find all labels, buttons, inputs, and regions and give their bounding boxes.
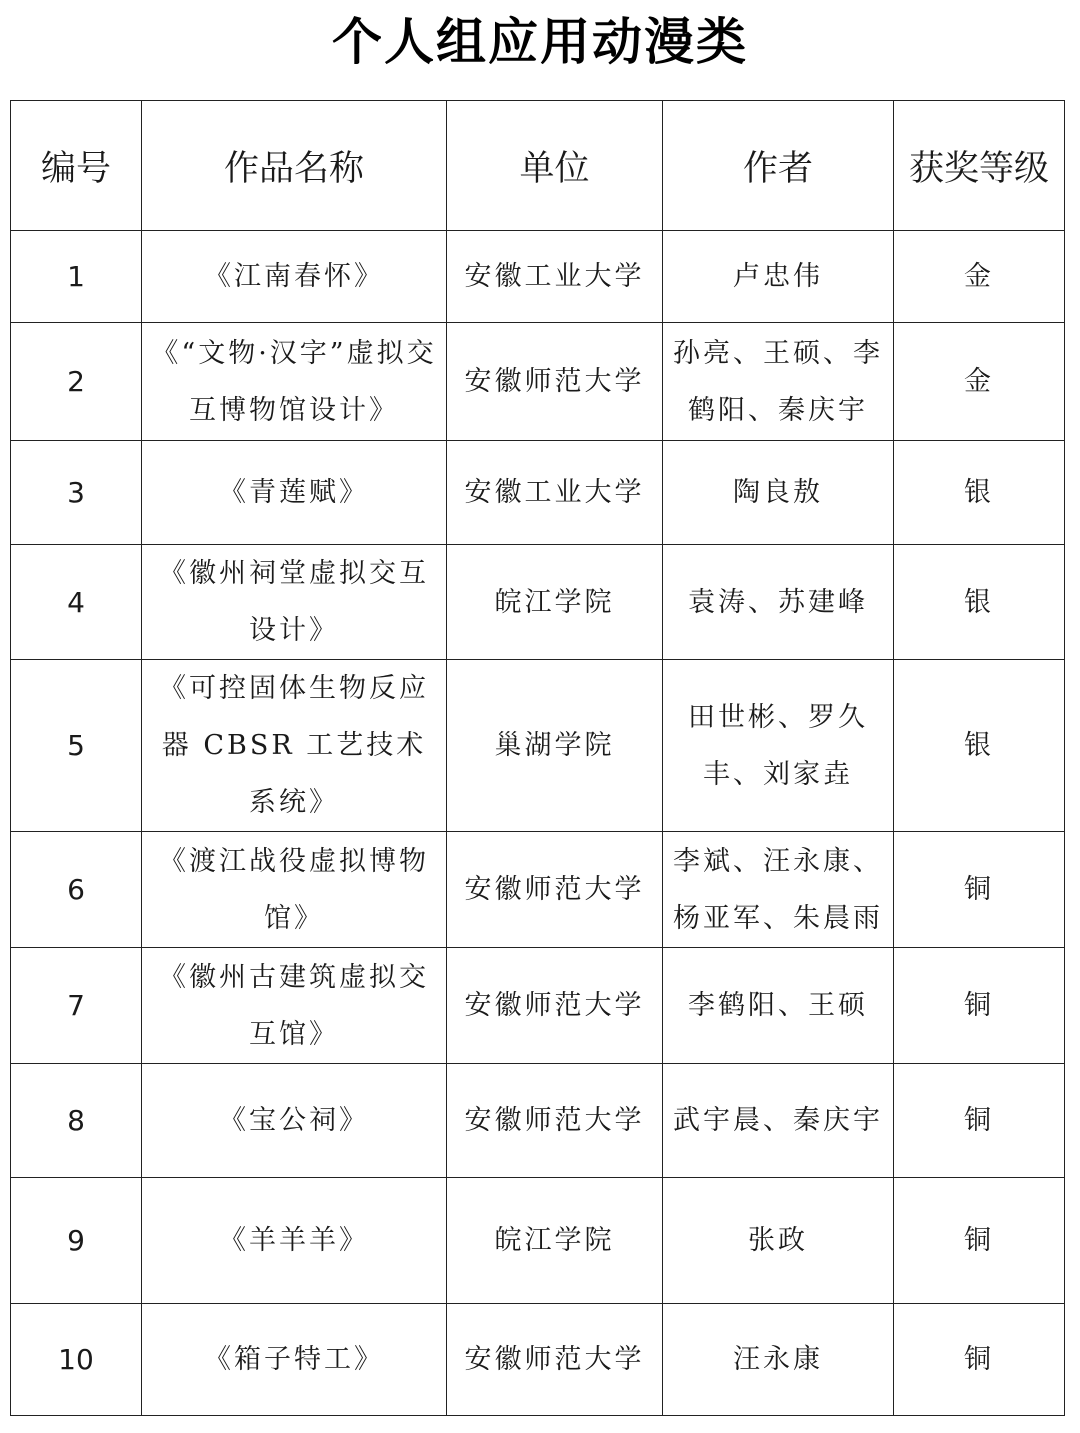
cell-num: 4 (11, 545, 142, 660)
cell-grade: 铜 (894, 948, 1065, 1064)
cell-name: 《徽州祠堂虚拟交互设计》 (142, 545, 447, 660)
cell-grade: 金 (894, 323, 1065, 441)
table-row (11, 948, 1065, 1064)
cell-unit: 安徽师范大学 (447, 1064, 663, 1178)
table-row (11, 323, 1065, 441)
cell-unit: 安徽师范大学 (447, 832, 663, 948)
cell-num: 2 (11, 323, 142, 441)
cell-unit: 安徽工业大学 (447, 231, 663, 323)
cell-grade: 银 (894, 545, 1065, 660)
table-row (11, 1178, 1065, 1304)
header-name: 作品名称 (142, 101, 447, 231)
header-row (11, 101, 1065, 231)
cell-author: 汪永康 (663, 1304, 894, 1416)
table-row (11, 1304, 1065, 1416)
table-row (11, 1064, 1065, 1178)
cell-name: 《渡江战役虚拟博物馆》 (142, 832, 447, 948)
header-author: 作者 (663, 101, 894, 231)
cell-grade: 铜 (894, 1304, 1065, 1416)
cell-author: 卢忠伟 (663, 231, 894, 323)
cell-num: 7 (11, 948, 142, 1064)
table-row (11, 231, 1065, 323)
cell-name: 《江南春怀》 (142, 231, 447, 323)
cell-unit: 巢湖学院 (447, 660, 663, 832)
cell-num: 3 (11, 441, 142, 545)
page-title: 个人组应用动漫类 (332, 13, 748, 71)
cell-name: 《可控固体生物反应器 CBSR 工艺技术系统》 (142, 660, 447, 832)
awards-table (10, 100, 1065, 1416)
cell-name: 《“文物·汉字”虚拟交互博物馆设计》 (142, 323, 447, 441)
cell-name: 《羊羊羊》 (142, 1178, 447, 1304)
cell-name: 《箱子特工》 (142, 1304, 447, 1416)
cell-unit: 安徽师范大学 (447, 323, 663, 441)
cell-name: 《徽州古建筑虚拟交互馆》 (142, 948, 447, 1064)
cell-grade: 银 (894, 441, 1065, 545)
cell-grade: 铜 (894, 1178, 1065, 1304)
table-row (11, 441, 1065, 545)
cell-num: 9 (11, 1178, 142, 1304)
cell-name: 《宝公祠》 (142, 1064, 447, 1178)
cell-name: 《青莲赋》 (142, 441, 447, 545)
header-unit: 单位 (447, 101, 663, 231)
cell-author: 李鹤阳、王硕 (663, 948, 894, 1064)
cell-num: 8 (11, 1064, 142, 1178)
header-num: 编号 (11, 101, 142, 231)
cell-grade: 金 (894, 231, 1065, 323)
cell-unit: 安徽师范大学 (447, 948, 663, 1064)
cell-author: 武宇晨、秦庆宇 (663, 1064, 894, 1178)
cell-num: 6 (11, 832, 142, 948)
table-row (11, 660, 1065, 832)
cell-unit: 安徽工业大学 (447, 441, 663, 545)
cell-num: 5 (11, 660, 142, 832)
cell-num: 1 (11, 231, 142, 323)
cell-num: 10 (11, 1304, 142, 1416)
cell-author: 田世彬、罗久丰、刘家垚 (663, 660, 894, 832)
table-row (11, 545, 1065, 660)
cell-author: 李斌、汪永康、杨亚军、朱晨雨 (663, 832, 894, 948)
cell-grade: 银 (894, 660, 1065, 832)
cell-author: 孙亮、王硕、李鹤阳、秦庆宇 (663, 323, 894, 441)
cell-unit: 安徽师范大学 (447, 1304, 663, 1416)
table-row (11, 832, 1065, 948)
cell-grade: 铜 (894, 832, 1065, 948)
cell-unit: 皖江学院 (447, 545, 663, 660)
cell-author: 陶良敖 (663, 441, 894, 545)
cell-unit: 皖江学院 (447, 1178, 663, 1304)
cell-grade: 铜 (894, 1064, 1065, 1178)
cell-author: 袁涛、苏建峰 (663, 545, 894, 660)
header-grade: 获奖等级 (894, 101, 1065, 231)
cell-author: 张政 (663, 1178, 894, 1304)
